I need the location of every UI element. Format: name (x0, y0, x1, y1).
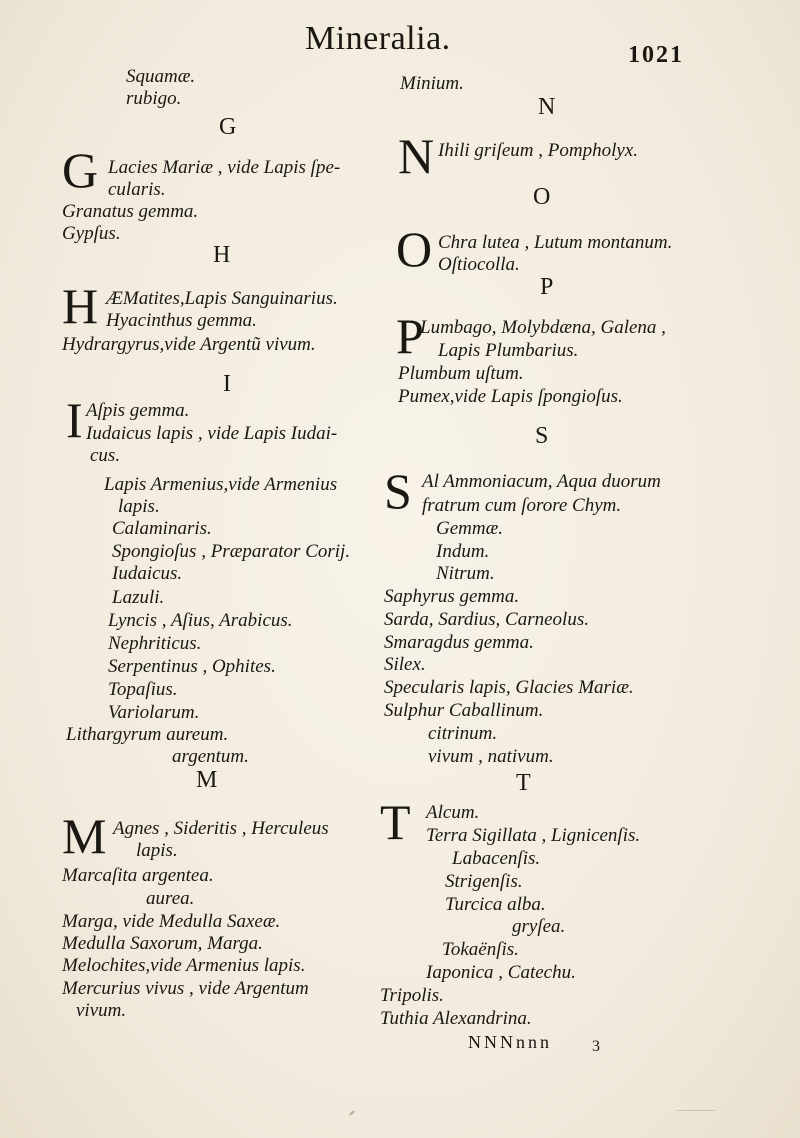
entry-line: aurea. (146, 888, 195, 909)
entry-line: Strigenſis. (445, 871, 523, 892)
entry-line: lapis. (118, 496, 160, 517)
entry-line: rubigo. (126, 88, 182, 109)
entry-line: Aſpis gemma. (86, 400, 190, 421)
entry-line: Variolarum. (108, 702, 200, 723)
entry-line: Al Ammoniacum, Aqua duorum (422, 471, 661, 492)
entry-line: Gemmæ. (436, 518, 504, 539)
section-letter: O (533, 184, 551, 210)
entry-line: Nephriticus. (108, 633, 202, 654)
entry-line: Hyacinthus gemma. (106, 310, 257, 331)
drop-cap: S (384, 463, 412, 519)
entry-line: citrinum. (428, 723, 498, 744)
entry-line: Gypſus. (62, 223, 121, 244)
entry-line: Alcum. (426, 802, 480, 823)
entry-line: Indum. (436, 541, 490, 562)
entry-line: cularis. (108, 179, 166, 200)
ink-speck (676, 1110, 716, 1111)
entry-line: Specularis lapis, Glacies Mariæ. (384, 677, 634, 698)
entry-line: Pumex,vide Lapis ſpongioſus. (398, 386, 623, 407)
catchword: NNNnnn (468, 1032, 552, 1052)
entry-line: Sulphur Caballinum. (384, 700, 544, 721)
entry-line: Mercurius vivus , vide Argentum (62, 978, 309, 999)
page-number: 1021 (628, 42, 684, 68)
entry-line: Terra Sigillata , Lignicenſis. (426, 825, 641, 846)
section-letter: H (213, 242, 231, 268)
drop-cap: G (62, 142, 99, 198)
entry-line: Tuthia Alexandrina. (380, 1008, 532, 1029)
section-letter: I (223, 371, 231, 397)
entry-line: vivum , nativum. (428, 746, 554, 767)
section-letter: N (538, 94, 556, 120)
entry-line: Smaragdus gemma. (384, 632, 534, 653)
entry-line: Plumbum uſtum. (398, 363, 524, 384)
signature-mark: 3 (592, 1038, 600, 1055)
entry-line: Tripolis. (380, 985, 444, 1006)
entry-line: vivum. (76, 1000, 127, 1021)
entry-line: Nitrum. (436, 563, 495, 584)
entry-line: Lapis Armenius,vide Armenius (104, 474, 338, 495)
entry-line: Turcica alba. (445, 894, 546, 915)
entry-line: Lumbago, Molybdæna, Galena , (420, 317, 666, 338)
drop-cap: M (62, 808, 107, 864)
drop-cap: T (380, 794, 411, 850)
entry-line: Tokaënſis. (442, 939, 519, 960)
entry-line: Marga, vide Medulla Saxeæ. (62, 911, 281, 932)
section-letter: P (540, 274, 554, 300)
entry-line: Iudaicus lapis , vide Lapis Iudai- (86, 423, 338, 444)
drop-cap: H (62, 278, 99, 334)
entry-line: Oſtiocolla. (438, 254, 520, 275)
entry-line: Iudaicus. (112, 563, 183, 584)
entry-line: Chra lutea , Lutum montanum. (438, 232, 673, 253)
ink-speck (349, 1110, 355, 1115)
entry-line: Silex. (384, 654, 426, 675)
entry-line: Hydrargyrus,vide Argentũ vivum. (62, 334, 316, 355)
section-letter: G (219, 114, 237, 140)
drop-cap: N (398, 128, 435, 184)
section-letter: M (196, 767, 218, 793)
entry-line: Spongioſus , Præparator Corij. (112, 541, 351, 562)
entry-line: Granatus gemma. (62, 201, 199, 222)
entry-line: Saphyrus gemma. (384, 586, 520, 607)
entry-line: Melochites,vide Armenius lapis. (62, 955, 306, 976)
entry-line: Agnes , Sideritis , Herculeus (113, 818, 329, 839)
entry-line: Medulla Saxorum, Marga. (62, 933, 263, 954)
entry-line: Marcaſita argentea. (62, 865, 214, 886)
section-letter: T (516, 770, 531, 796)
entry-line: Sarda, Sardius, Carneolus. (384, 609, 589, 630)
entry-line: gryſea. (512, 916, 566, 937)
entry-line: Serpentinus , Ophites. (108, 656, 276, 677)
entry-line: lapis. (136, 840, 178, 861)
entry-line: argentum. (172, 746, 249, 767)
running-title: Mineralia. (305, 20, 451, 57)
drop-cap: O (396, 221, 433, 277)
entry-line: cus. (90, 445, 121, 466)
entry-line: Lyncis , Aſius, Arabicus. (108, 610, 293, 631)
entry-line: Lacies Mariæ , vide Lapis ſpe- (108, 157, 341, 178)
entry-line: Squamæ. (126, 66, 196, 87)
entry-line: Labacenſis. (452, 848, 541, 869)
entry-line: Ihili griſeum , Pompholyx. (438, 140, 638, 161)
entry-line: Calaminaris. (112, 518, 212, 539)
drop-cap: P (396, 308, 424, 364)
entry-line: Lapis Plumbarius. (438, 340, 579, 361)
drop-cap: I (66, 392, 83, 448)
section-letter: S (535, 423, 549, 449)
entry-line: Minium. (400, 73, 464, 94)
entry-line: fratrum cum ſorore Chym. (422, 495, 622, 516)
entry-line: Lithargyrum aureum. (66, 724, 229, 745)
entry-line: Lazuli. (112, 587, 165, 608)
entry-line: Topaſius. (108, 679, 178, 700)
entry-line: ÆMatites,Lapis Sanguinarius. (106, 288, 338, 309)
entry-line: Iaponica , Catechu. (426, 962, 576, 983)
